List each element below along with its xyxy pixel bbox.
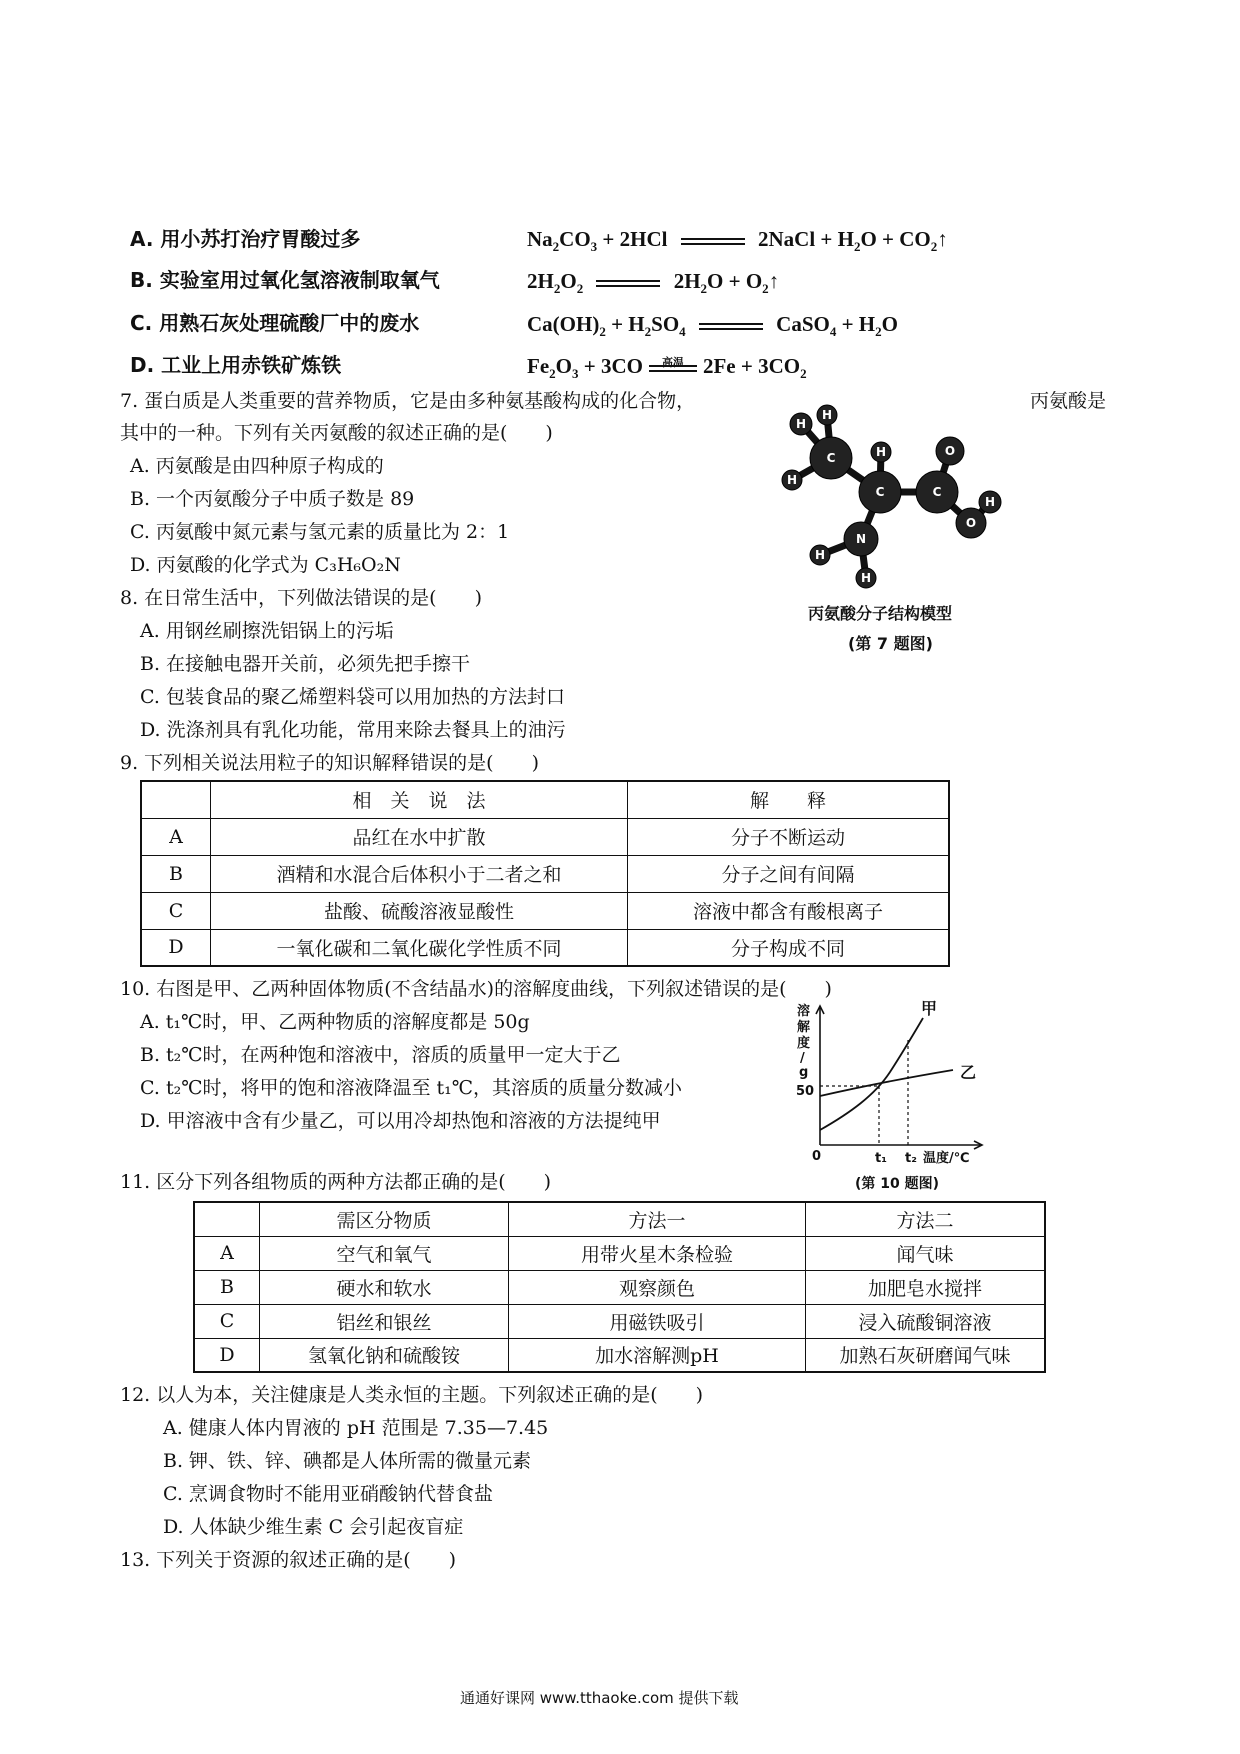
q6-equation-c: $Ca(OH)_2 + H_2SO_4$ CaSO$_4$ + $H_2O$ — [527, 312, 898, 340]
y-axis-label-char: 度 — [797, 1036, 811, 1051]
table-row — [141, 892, 949, 929]
atom-h-4: H — [875, 445, 887, 459]
q12-option-a: A. 健康人体内胃液的 pH 范围是 7.35—7.45 — [163, 1417, 549, 1439]
table-cell: 浸入硫酸铜溶液 — [806, 1304, 1046, 1338]
atom-o-1: O — [944, 444, 956, 458]
table-cell: C — [194, 1304, 260, 1338]
table-header-cell: 相 关 说 法 — [211, 781, 628, 818]
atom-h-3: H — [786, 473, 798, 487]
q8-stem: 8. 在日常生活中，下列做法错误的是( ) — [120, 587, 482, 609]
table-cell: 盐酸、硫酸溶液显酸性 — [211, 892, 628, 929]
q13-stem: 13. 下列关于资源的叙述正确的是( ) — [120, 1549, 457, 1571]
q10-option-b: B. t₂℃时，在两种饱和溶液中，溶质的质量甲一定大于乙 — [140, 1044, 621, 1066]
q7-stem-part1: 7. 蛋白质是人类重要的营养物质，它是由多种氨基酸构成的化合物， — [120, 390, 696, 412]
table-cell: 观察颜色 — [509, 1270, 806, 1304]
table-cell: 用带火星木条检验 — [509, 1236, 806, 1270]
table-cell: 闻气味 — [806, 1236, 1046, 1270]
q8-option-c: C. 包装食品的聚乙烯塑料袋可以用加热的方法封口 — [140, 686, 565, 708]
series-label-jia: 甲 — [921, 1000, 938, 1018]
q6-equation-d: $Fe_2O_3 + 3CO$ 高温 $2Fe + 3CO_2$ — [527, 353, 807, 387]
table-cell: 空气和氧气 — [260, 1236, 509, 1270]
table-cell: A — [194, 1236, 260, 1270]
origin-label: 0 — [812, 1149, 822, 1164]
table-cell: 加肥皂水搅拌 — [806, 1270, 1046, 1304]
q7-stem-line2: 其中的一种。下列有关丙氨酸的叙述正确的是( ) — [120, 422, 553, 444]
q7-figure-caption: 丙氨酸分子结构模型 — [808, 604, 953, 623]
q7-option-c: C. 丙氨酸中氮元素与氢元素的质量比为 2：1 — [130, 521, 510, 543]
q6-equation-a: $Na_2CO_3 + 2HCl$ 2NaCl + $H_2O$ + $CO_2↑$ — [527, 227, 948, 255]
table-row — [194, 1270, 1045, 1304]
table-row — [141, 855, 949, 892]
q12-stem: 12. 以人为本，关注健康是人类永恒的主题。下列叙述正确的是( ) — [120, 1384, 704, 1406]
q7-option-a: A. 丙氨酸是由四种原子构成的 — [130, 455, 384, 477]
x-axis-label: 温度/℃ — [923, 1151, 970, 1166]
q10-figure-caption: (第 10 题图) — [855, 1176, 940, 1192]
q6-option-a: A. 用小苏打治疗胃酸过多 — [130, 227, 361, 251]
q12-option-b: B. 钾、铁、锌、碘都是人体所需的微量元素 — [163, 1450, 532, 1472]
table-cell: 溶液中都含有酸根离子 — [628, 892, 950, 929]
table-row — [194, 1304, 1045, 1338]
table-header-cell: 解 释 — [628, 781, 950, 818]
table-cell: 加熟石灰研磨闻气味 — [806, 1338, 1046, 1372]
series-label-yi: 乙 — [960, 1063, 977, 1082]
q6-option-c: C. 用熟石灰处理硫酸厂中的废水 — [130, 311, 420, 335]
q7-option-b: B. 一个丙氨酸分子中质子数是 89 — [130, 488, 415, 510]
q9-table — [140, 780, 950, 967]
atom-h-6: H — [814, 548, 826, 562]
table-cell: C — [141, 892, 211, 929]
q7-option-d: D. 丙氨酸的化学式为 C₃H₆O₂N — [130, 554, 401, 576]
table-header-cell — [194, 1202, 260, 1236]
table-cell: 分子不断运动 — [628, 818, 950, 855]
y-axis-label-char: g — [799, 1065, 809, 1080]
table-cell: 品红在水中扩散 — [211, 818, 628, 855]
q9-stem: 9. 下列相关说法用粒子的知识解释错误的是( ) — [120, 752, 539, 774]
y-tick-50: 50 — [796, 1084, 815, 1099]
y-axis-label-char: 解 — [797, 1020, 811, 1035]
table-cell: 氢氧化钠和硫酸铵 — [260, 1338, 509, 1372]
atom-c-1: C — [826, 451, 836, 465]
table-cell: 加水溶解测pH — [509, 1338, 806, 1372]
table-cell: B — [194, 1270, 260, 1304]
table-cell: D — [194, 1338, 260, 1372]
atom-h-2: H — [821, 408, 833, 422]
q10-option-c: C. t₂℃时，将甲的饱和溶液降温至 t₁℃，其溶质的质量分数减小 — [140, 1077, 682, 1099]
q7-figure-label: (第 7 题图) — [848, 634, 933, 653]
table-cell: A — [141, 818, 211, 855]
table-cell: 硬水和软水 — [260, 1270, 509, 1304]
table-cell: 铝丝和银丝 — [260, 1304, 509, 1338]
table-cell: B — [141, 855, 211, 892]
q6-option-d: D. 工业上用赤铁矿炼铁 — [130, 353, 342, 377]
q6-option-b: B. 实验室用过氧化氢溶液制取氧气 — [130, 268, 440, 292]
table-row — [141, 929, 949, 966]
page-footer: 通通好课网 www.tthaoke.com 提供下载 — [460, 1689, 739, 1707]
y-axis-label-char: 溶 — [797, 1004, 811, 1019]
alanine-molecule-model — [775, 395, 1015, 595]
table-cell: 分子构成不同 — [628, 929, 950, 966]
atom-h-5: H — [984, 495, 996, 509]
atom-o-2: O — [965, 516, 977, 530]
q12-option-d: D. 人体缺少维生素 C 会引起夜盲症 — [163, 1516, 464, 1538]
table-cell: 用磁铁吸引 — [509, 1304, 806, 1338]
q8-option-d: D. 洗涤剂具有乳化功能，常用来除去餐具上的油污 — [140, 719, 566, 741]
q12-option-c: C. 烹调食物时不能用亚硝酸钠代替食盐 — [163, 1483, 493, 1505]
table-row — [141, 818, 949, 855]
table-cell: 酒精和水混合后体积小于二者之和 — [211, 855, 628, 892]
condition-label: 高温 — [661, 355, 684, 369]
q8-option-a: A. 用钢丝刷擦洗铝锅上的污垢 — [140, 620, 394, 642]
table-row — [194, 1236, 1045, 1270]
atom-h-1: H — [795, 417, 807, 431]
q8-option-b: B. 在接触电器开关前，必须先把手擦干 — [140, 653, 471, 675]
atom-c-3: C — [932, 485, 942, 499]
table-header-cell: 方法二 — [806, 1202, 1046, 1236]
q6-equation-b: $2H_2O_2$ $2H_2O$ + $O_2↑$ — [527, 269, 780, 297]
q11-stem: 11. 区分下列各组物质的两种方法都正确的是( ) — [120, 1171, 552, 1193]
x-tick-t1: t₁ — [875, 1151, 887, 1166]
table-header-cell: 需区分物质 — [260, 1202, 509, 1236]
table-cell: 分子之间有间隔 — [628, 855, 950, 892]
table-cell: D — [141, 929, 211, 966]
q10-option-d: D. 甲溶液中含有少量乙，可以用冷却热饱和溶液的方法提纯甲 — [140, 1110, 661, 1132]
x-tick-t2: t₂ — [905, 1151, 917, 1166]
table-header-cell: 方法一 — [509, 1202, 806, 1236]
q10-option-a: A. t₁℃时，甲、乙两种物质的溶解度都是 50g — [140, 1011, 530, 1033]
table-cell: 一氧化碳和二氧化碳化学性质不同 — [211, 929, 628, 966]
table-header-cell — [141, 781, 211, 818]
curve-yi — [820, 1070, 953, 1096]
table-row — [194, 1338, 1045, 1372]
q7-stem-part2: 丙氨酸是 — [1030, 390, 1107, 412]
atom-n: N — [855, 532, 867, 546]
q10-stem: 10. 右图是甲、乙两种固体物质(不含结晶水)的溶解度曲线，下列叙述错误的是( ) — [120, 978, 832, 1000]
atom-c-2: C — [875, 485, 885, 499]
atom-h-7: H — [860, 571, 872, 585]
y-axis-label-char: / — [800, 1051, 805, 1066]
q11-table — [193, 1201, 1046, 1373]
